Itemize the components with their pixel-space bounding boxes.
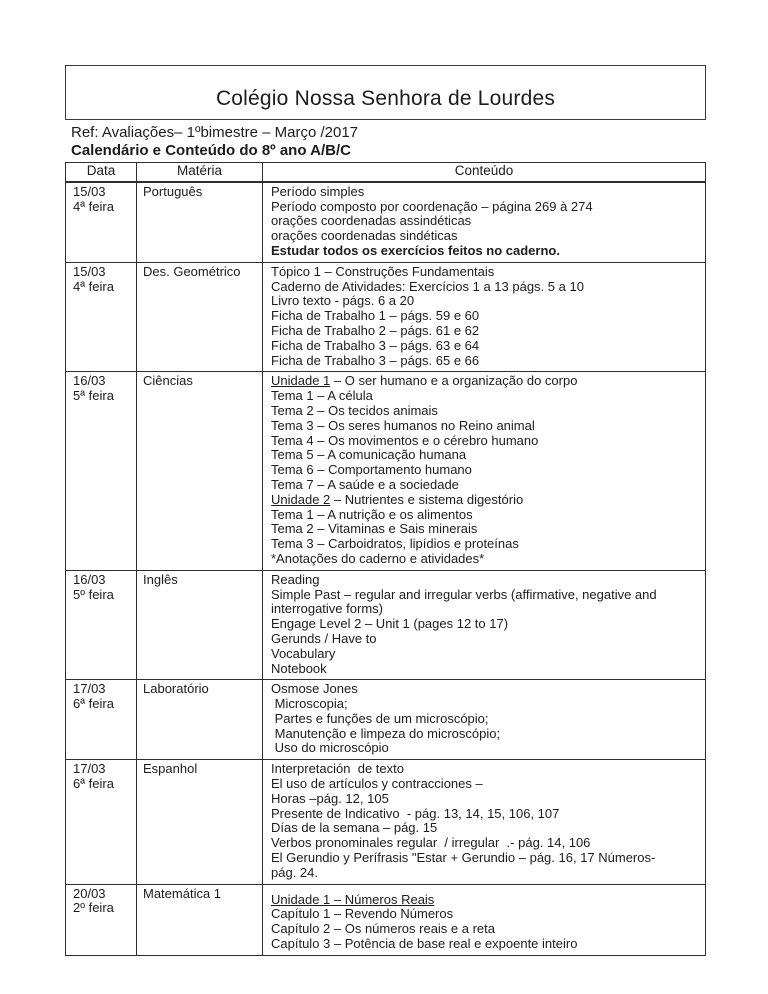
date-cell xyxy=(66,680,137,760)
content-line xyxy=(271,552,701,567)
content-line xyxy=(271,522,701,537)
text-segment: Verbos pronominales regular / irregular .- pág. 14, 106 xyxy=(271,835,591,851)
content-cell xyxy=(263,372,706,570)
weekday-value: 5ª feira xyxy=(73,388,114,404)
weekday-value: 4ª feira xyxy=(73,198,114,214)
date-cell xyxy=(66,182,137,262)
content-line xyxy=(271,404,701,419)
subject-cell xyxy=(137,884,263,955)
content-line xyxy=(271,662,701,677)
date-value: 17/03 xyxy=(73,761,106,777)
calendar-subtitle: Calendário e Conteúdo do 8º ano A/B/C xyxy=(71,142,351,159)
text-segment: Reading xyxy=(271,571,320,587)
content-line xyxy=(271,807,701,822)
subject-value: Inglês xyxy=(143,571,178,587)
weekday-value: 4ª feira xyxy=(73,278,114,294)
content-line xyxy=(271,727,701,742)
text-segment: Período simples xyxy=(271,183,365,199)
weekday-value: 6ª feira xyxy=(73,696,114,712)
text-segment: Capítulo 2 – Os números reais e a reta xyxy=(271,921,496,937)
content-line xyxy=(271,478,701,493)
table-row xyxy=(66,372,706,570)
table-row xyxy=(66,884,706,955)
content-line xyxy=(271,937,701,952)
text-segment: Capítulo 1 – Revendo Números xyxy=(271,906,454,922)
text-segment: Manutenção e limpeza do microscópio; xyxy=(271,725,501,741)
content-line xyxy=(271,922,701,937)
subject-value: Matemática 1 xyxy=(143,885,222,901)
date-cell xyxy=(66,570,137,680)
content-line xyxy=(271,508,701,523)
date-value: 20/03 xyxy=(73,885,106,901)
text-segment: Capítulo 3 – Potência de base real e expoente inteiro xyxy=(271,936,578,952)
text-segment: Tema 3 – Os seres humanos no Reino animal xyxy=(271,417,535,433)
text-segment: Presente de Indicativo - pág. 13, 14, 15, 106, 107 xyxy=(271,805,560,821)
content-line xyxy=(271,309,701,324)
text-segment: orações coordenadas sindéticas xyxy=(271,228,458,244)
text-segment: El uso de artículos y contracciones – xyxy=(271,776,483,792)
content-line xyxy=(271,244,701,259)
text-segment: Tema 5 – A comunicação humana xyxy=(271,447,467,463)
text-segment: Gerunds / Have to xyxy=(271,630,377,646)
subject-cell xyxy=(137,680,263,760)
subject-cell xyxy=(137,182,263,262)
table-row xyxy=(66,760,706,884)
text-segment: Livro texto - págs. 6 a 20 xyxy=(271,293,415,309)
text-segment: Vocabulary xyxy=(271,645,336,661)
content-line xyxy=(271,573,701,588)
text-segment: Tema 1 – A célula xyxy=(271,388,373,404)
text-segment: *Anotações do caderno e atividades* xyxy=(271,550,485,566)
date-cell xyxy=(66,372,137,570)
text-segment: Días de la semana – pág. 15 xyxy=(271,820,438,836)
text-segment: Tema 6 – Comportamento humano xyxy=(271,462,472,478)
content-line xyxy=(271,821,701,836)
text-segment: Unidade 1 xyxy=(271,373,331,389)
weekday-value: 6ª feira xyxy=(73,776,114,792)
content-line xyxy=(271,434,701,449)
text-segment: Ficha de Trabalho 2 – págs. 61 e 62 xyxy=(271,322,480,338)
content-line xyxy=(271,389,701,404)
content-line xyxy=(271,374,701,389)
text-segment: Simple Past – regular and irregular verbs (affirmative, negative and xyxy=(271,586,657,602)
column-header-conteudo: Conteúdo xyxy=(263,163,706,182)
text-segment: interrogative forms) xyxy=(271,601,383,617)
content-line xyxy=(271,632,701,647)
content-line xyxy=(271,354,701,369)
table-row xyxy=(66,182,706,262)
text-segment: pág. 24. xyxy=(271,864,318,880)
content-line xyxy=(271,280,701,295)
content-line xyxy=(271,294,701,309)
text-segment: Caderno de Atividades: Exercícios 1 a 13 págs. 5 a 10 xyxy=(271,278,584,294)
content-line xyxy=(271,697,701,712)
content-line xyxy=(271,324,701,339)
school-title-box xyxy=(65,65,706,120)
text-segment: Partes e funções de um microscópio; xyxy=(271,710,489,726)
schedule-table-body xyxy=(66,182,706,956)
content-line xyxy=(271,537,701,552)
text-segment: Unidade 2 xyxy=(271,491,331,507)
table-row xyxy=(66,570,706,680)
text-segment: – O ser humano e a organização do corpo xyxy=(330,373,578,389)
date-cell xyxy=(66,760,137,884)
text-segment: Ficha de Trabalho 3 – págs. 63 e 64 xyxy=(271,337,480,353)
column-header-data: Data xyxy=(66,163,137,182)
text-segment: Unidade 1 – Números Reais xyxy=(271,891,435,907)
text-segment: Período composto por coordenação – página 269 à 274 xyxy=(271,198,593,214)
subject-value: Português xyxy=(143,183,203,199)
weekday-value: 2º feira xyxy=(73,900,114,916)
content-line xyxy=(271,229,701,244)
ref-line: Ref: Avaliações– 1ºbimestre – Março /2017 xyxy=(71,124,359,141)
table-row xyxy=(66,262,706,372)
subject-value: Espanhol xyxy=(143,761,198,777)
text-segment: Estudar todos os exercícios feitos no caderno. xyxy=(271,242,560,258)
content-line xyxy=(271,463,701,478)
content-cell xyxy=(263,680,706,760)
date-cell xyxy=(66,262,137,372)
text-segment: Interpretación de texto xyxy=(271,761,404,777)
content-line xyxy=(271,851,701,866)
subject-value: Laboratório xyxy=(143,681,209,697)
text-segment: Notebook xyxy=(271,660,327,676)
schedule-table xyxy=(65,162,706,956)
content-line xyxy=(271,866,701,881)
table-header-row xyxy=(66,163,706,182)
content-line xyxy=(271,907,701,922)
content-line xyxy=(271,647,701,662)
subject-cell xyxy=(137,760,263,884)
content-line xyxy=(271,792,701,807)
text-segment: – Nutrientes e sistema digestório xyxy=(330,491,524,507)
text-segment: Tema 3 – Carboidratos, lipídios e proteínas xyxy=(271,536,519,552)
content-line xyxy=(271,493,701,508)
content-line xyxy=(271,682,701,697)
date-value: 16/03 xyxy=(73,373,106,389)
content-cell xyxy=(263,760,706,884)
content-line xyxy=(271,836,701,851)
text-segment: orações coordenadas assindéticas xyxy=(271,213,472,229)
document-page xyxy=(65,65,706,956)
content-line xyxy=(271,762,701,777)
content-cell xyxy=(263,262,706,372)
column-header-materia: Matéria xyxy=(137,163,263,182)
content-line xyxy=(271,214,701,229)
content-line xyxy=(271,265,701,280)
subject-cell xyxy=(137,570,263,680)
subject-cell xyxy=(137,262,263,372)
text-segment: Horas –pág. 12, 105 xyxy=(271,790,389,806)
content-line xyxy=(271,617,701,632)
text-segment: Ficha de Trabalho 1 – págs. 59 e 60 xyxy=(271,308,480,324)
date-value: 17/03 xyxy=(73,681,106,697)
text-segment: Tema 4 – Os movimentos e o cérebro humano xyxy=(271,432,539,448)
text-segment: Tema 7 – A saúde e a sociedade xyxy=(271,476,459,492)
date-value: 15/03 xyxy=(73,183,106,199)
weekday-value: 5º feira xyxy=(73,586,114,602)
content-line xyxy=(271,712,701,727)
content-line xyxy=(271,185,701,200)
subject-cell xyxy=(137,372,263,570)
content-line xyxy=(271,893,701,908)
text-segment: Osmose Jones xyxy=(271,681,358,697)
text-segment: Tema 2 – Os tecidos animais xyxy=(271,402,438,418)
text-segment: Uso do microscópio xyxy=(271,740,389,756)
content-cell xyxy=(263,182,706,262)
subject-value: Des. Geométrico xyxy=(143,263,241,279)
date-cell xyxy=(66,884,137,955)
content-line xyxy=(271,777,701,792)
content-line xyxy=(271,448,701,463)
content-line xyxy=(271,419,701,434)
content-line xyxy=(271,200,701,215)
text-segment: El Gerundio y Perífrasis "Estar + Gerundio – pág. 16, 17 Números- xyxy=(271,850,656,866)
content-cell xyxy=(263,884,706,955)
content-line xyxy=(271,741,701,756)
date-value: 15/03 xyxy=(73,263,106,279)
subject-value: Ciências xyxy=(143,373,193,389)
content-cell xyxy=(263,570,706,680)
content-line xyxy=(271,588,701,603)
date-value: 16/03 xyxy=(73,571,106,587)
text-segment: Tema 2 – Vitaminas e Sais minerais xyxy=(271,521,478,537)
table-row xyxy=(66,680,706,760)
text-segment: Microscopia; xyxy=(271,696,348,712)
text-segment: Engage Level 2 – Unit 1 (pages 12 to 17) xyxy=(271,616,509,632)
text-segment: Tópico 1 – Construções Fundamentais xyxy=(271,263,495,279)
content-line xyxy=(271,602,701,617)
text-segment: Tema 1 – A nutrição e os alimentos xyxy=(271,506,473,522)
text-segment: Ficha de Trabalho 3 – págs. 65 e 66 xyxy=(271,352,480,368)
content-line xyxy=(271,339,701,354)
school-title: Colégio Nossa Senhora de Lourdes xyxy=(215,87,556,110)
